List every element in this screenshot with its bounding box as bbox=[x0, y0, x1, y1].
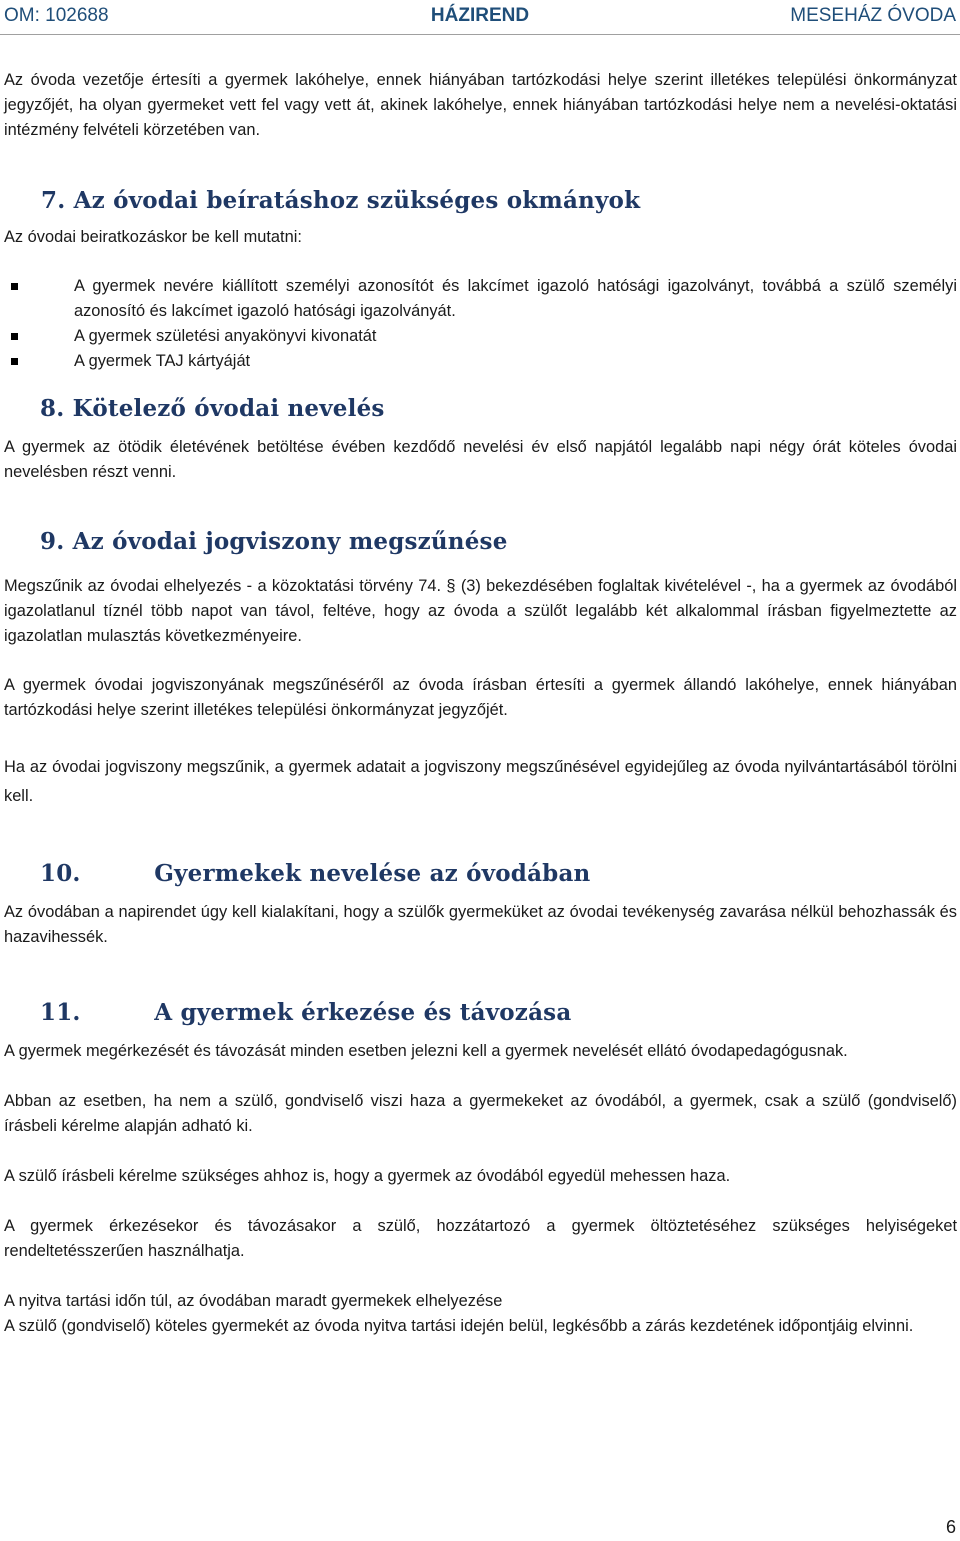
list-item: A gyermek születési anyakönyvi kivonatát bbox=[4, 324, 957, 349]
section-10-text: Az óvodában a napirendet úgy kell kialakítani, hogy a szülők gyermeküket az óvodai tevékenység zavarása nélkül behozhassák és hazavihessék. bbox=[4, 903, 957, 946]
header-rule bbox=[0, 34, 960, 35]
section-7-bullet-list bbox=[4, 274, 957, 374]
header-om-number: OM: 102688 bbox=[4, 5, 109, 26]
intro-paragraph: Az óvoda vezetője értesíti a gyermek lakóhelye, ennek hiányában tartózkodási helye szerint illetékes települési önkormányzat jegyzőjét, ha olyan gyermeket vett fel vagy vett át, akinek lakóhelye, ennek hiányában tartózkodási helye nem a nevelési-oktatási intézmény felvételi körzetében van. bbox=[4, 71, 957, 139]
section-10-title: Gyermekek nevelése az óvodában bbox=[154, 860, 591, 887]
list-item: A gyermek nevére kiállított személyi azonosítót és lakcímet igazoló hatósági igazolványt, továbbá a szülő személyi azonosító és lakcímet igazoló hatósági igazolványát. bbox=[4, 274, 957, 324]
section-11-heading bbox=[4, 1000, 957, 1025]
section-11-title: A gyermek érkezése és távozása bbox=[154, 999, 572, 1026]
section-11-paragraph-4: A gyermek érkezésekor és távozásakor a szülő, hozzátartozó a gyermek öltöztetéséhez szükséges helyiségeket rendeltetésszerűen használhatja. bbox=[4, 1217, 957, 1260]
section-11-paragraph-5: A nyitva tartási időn túl, az óvodában maradt gyermekek elhelyezése bbox=[4, 1292, 503, 1310]
section-9-number: 9. bbox=[40, 528, 65, 555]
section-7-title: Az óvodai beíratáshoz szükséges okmányok bbox=[73, 187, 641, 214]
page-header bbox=[0, 0, 960, 32]
header-title: HÁZIREND bbox=[430, 5, 530, 26]
page-number: 6 bbox=[945, 1517, 956, 1537]
section-7-number: 7. bbox=[41, 187, 66, 214]
section-8-heading bbox=[4, 396, 957, 421]
header-school-name: MESEHÁZ ÓVODA bbox=[790, 5, 956, 26]
section-11-paragraph-6: A szülő (gondviselő) köteles gyermekét az óvoda nyitva tartási idején belül, legkésőbb a zárás kezdetének időpontjáig elvinni. bbox=[4, 1317, 914, 1335]
section-8-text: A gyermek az ötödik életévének betöltése évében kezdődő nevelési év első napjától legalább napi négy órát köteles óvodai nevelésben részt venni. bbox=[4, 438, 957, 481]
section-9-title: Az óvodai jogviszony megszűnése bbox=[72, 528, 508, 555]
section-7-heading bbox=[4, 188, 957, 213]
section-8-number: 8. bbox=[40, 395, 65, 422]
section-10-heading bbox=[4, 861, 957, 886]
document-body bbox=[4, 68, 957, 1339]
section-9-paragraph-1: Megszűnik az óvodai elhelyezés - a közoktatási törvény 74. § (3) bekezdésében foglaltak kivételével -, ha a gyermek az óvodából igazolatlanul tíznél több napot van távol, feltéve, hogy az óvoda a szülőt legalább két alkalommal írásban figyelmeztette az igazolatlan mulasztás következményeire. bbox=[4, 577, 957, 645]
section-11-paragraph-2: Abban az esetben, ha nem a szülő, gondviselő viszi haza a gyermekeket az óvodából, a gyermek, csak a szülő (gondviselő) írásbeli kérelme alapján adható ki. bbox=[4, 1092, 957, 1135]
square-bullet-icon bbox=[11, 283, 18, 290]
section-11-paragraph-3: A szülő írásbeli kérelme szükséges ahhoz is, hogy a gyermek az óvodából egyedül mehessen haza. bbox=[4, 1167, 731, 1185]
section-10-number: 10. bbox=[40, 860, 81, 887]
section-8-title: Kötelező óvodai nevelés bbox=[72, 395, 385, 422]
square-bullet-icon bbox=[11, 358, 18, 365]
section-9-paragraph-3: Ha az óvodai jogviszony megszűnik, a gyermek adatait a jogviszony megszűnésével egyidejűleg az óvoda nyilvántartásából törölni kell. bbox=[4, 758, 957, 805]
list-item: A gyermek TAJ kártyáját bbox=[4, 349, 957, 374]
section-11-paragraph-1: A gyermek megérkezését és távozását minden esetben jelezni kell a gyermek nevelését ellátó óvodapedagógusnak. bbox=[4, 1042, 848, 1060]
section-9-paragraph-2: A gyermek óvodai jogviszonyának megszűnéséről az óvoda írásban értesíti a gyermek állandó lakóhelye, ennek hiányában tartózkodási helye szerint illetékes települési önkormányzat jegyzőjét. bbox=[4, 676, 957, 719]
section-9-heading bbox=[4, 529, 957, 554]
section-7-lead: Az óvodai beiratkozáskor be kell mutatni: bbox=[4, 228, 302, 246]
section-11-number: 11. bbox=[40, 999, 81, 1026]
square-bullet-icon bbox=[11, 333, 18, 340]
